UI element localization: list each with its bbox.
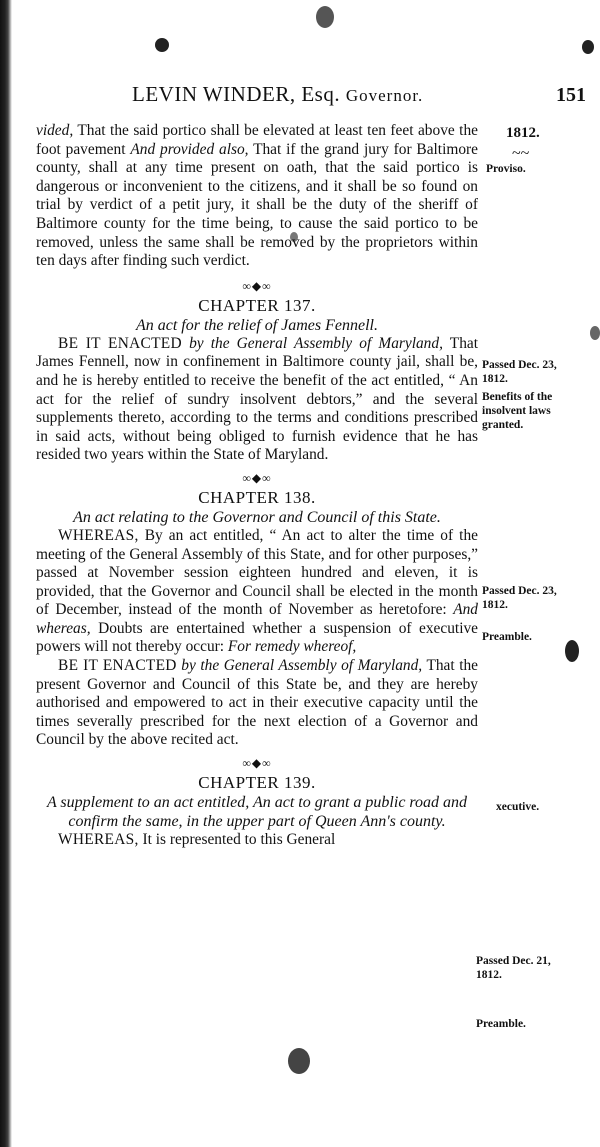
ink-smudge [582, 40, 594, 54]
chapter-139-text: WHEREAS, It is represented to this General [58, 831, 336, 849]
margin-ch139-preamble: Preamble. [476, 1018, 526, 1030]
ink-smudge [316, 6, 334, 28]
running-head-bar [120, 80, 590, 110]
ink-smudge [155, 38, 169, 52]
chapter-137-title: An act for the relief of James Fennell. [135, 316, 378, 334]
chapter-139-title: A supplement to an act entitled, An act to grant a public road and confirm the same, in the upper part of Queen Ann's county. [46, 794, 468, 831]
margin-swash: ~~ [512, 145, 530, 162]
page-binding-edge [0, 0, 12, 1147]
margin-ch137-passed: Passed Dec. 23, 1812. [482, 359, 557, 385]
margin-proviso: Proviso. [486, 163, 526, 175]
chapter-138-preamble-text: WHEREAS, By an act entitled, “ An act to alter the time of the meeting of the General Assembly of this State, and for other purposes,” passed at November session eighteen hundred and eleven, it is provided, that the Governor and Council shall be elected in the month of December, instead of the month of November as heretofore: And whereas, Doubts are entertained whether a suspension of executive powers will not thereby occur: For remedy whereof, [36, 526, 478, 656]
margin-ch138-executive: xecutive. [496, 801, 540, 813]
chapter-138-heading: CHAPTER 138. [198, 487, 316, 507]
running-head: LEVIN WINDER, Esq. Governor. [132, 82, 424, 106]
chapter-139-heading: CHAPTER 139. [198, 773, 316, 793]
section-ornament: ∞◆∞ [242, 470, 272, 485]
margin-year: 1812. [506, 125, 540, 141]
ink-smudge [590, 326, 600, 340]
paragraph-portico: vided, That the said portico shall be elevated at least ten feet above the foot pavement And provided also, That if the grand jury for Baltimore county, shall at any time present on oath, that the said portico is dangerous or inconvenient to the citizens, and it shall be so found on trial by verdict of a petit jury, it shall be the duty of the sheriff of Baltimore county for the time being, to cause the said portico to be removed, unless the same shall be removed by the proprietors within ten days after finding such verdict. [36, 122, 478, 270]
section-ornament: ∞◆∞ [242, 756, 272, 771]
body-text [36, 122, 478, 850]
chapter-138-title: An act relating to the Governor and Council of this State. [73, 508, 441, 526]
margin-ch138-passed: Passed Dec. 23, 1812. [482, 585, 557, 611]
ink-smudge [288, 1048, 310, 1074]
margin-ch137-benefits: Benefits of the insolvent laws granted. [482, 391, 553, 431]
chapter-137-heading: CHAPTER 137. [198, 295, 316, 315]
margin-ch139-passed: Passed Dec. 21, 1812. [476, 955, 551, 981]
chapter-137-text: BE IT ENACTED by the General Assembly of Maryland, That James Fennell, now in confinement in Baltimore county jail, shall be, and he is hereby entitled to receive the benefit of the act entitled, “ An act for the relief of sundry insolvent debtors,” and the several supplements thereto, according to the terms and conditions prescribed in said acts, without being obliged to furnish evidence that he has resided two years within the State of Maryland. [36, 334, 478, 464]
page-number: 151 [556, 84, 586, 106]
margin-ch138-preamble: Preamble. [482, 631, 532, 643]
chapter-138-enacting-text: BE IT ENACTED by the General Assembly of Maryland, That the present Governor and Council of this State be, and they are hereby authorised and empowered to act in their executive capacity until the times severally prescribed for the next election of a Governor and Council by the above recited act. [36, 657, 478, 749]
section-ornament: ∞◆∞ [242, 278, 272, 293]
